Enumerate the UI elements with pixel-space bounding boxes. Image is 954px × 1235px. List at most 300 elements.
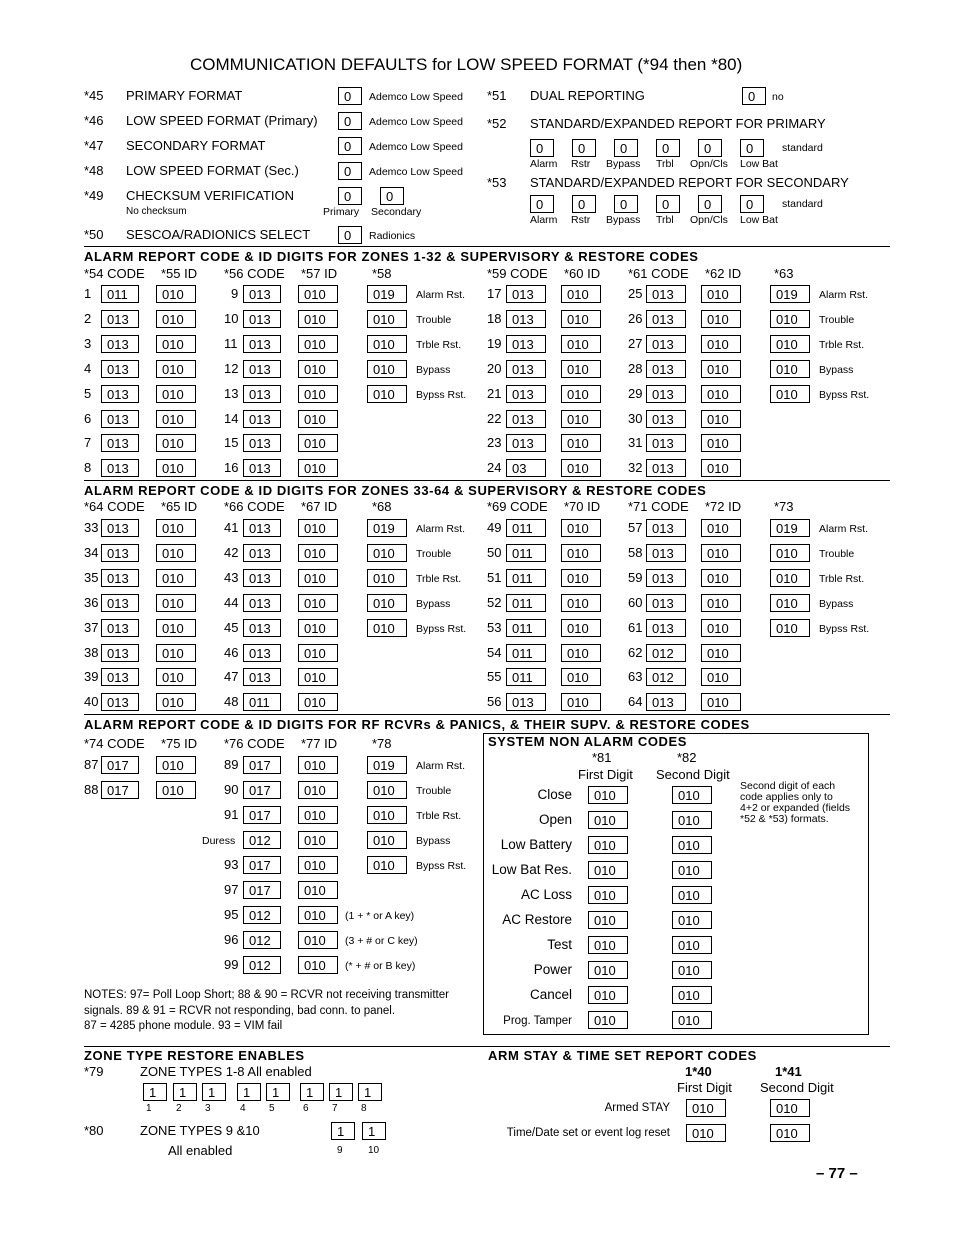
id-field[interactable]: 010 [701, 519, 741, 537]
supervisory-field[interactable]: 010 [367, 569, 407, 587]
first-digit-field[interactable]: 010 [588, 836, 628, 854]
code-field[interactable]: 013 [243, 569, 281, 587]
id-field[interactable]: 010 [561, 569, 601, 587]
supervisory-field[interactable]: 010 [367, 360, 407, 378]
id-field[interactable]: 010 [298, 693, 338, 711]
id-field[interactable]: 010 [561, 619, 601, 637]
code-field[interactable]: 013 [101, 434, 139, 452]
code-field[interactable]: 013 [243, 335, 281, 353]
value-field[interactable]: 1 [237, 1083, 261, 1101]
code-field[interactable]: 013 [646, 693, 686, 711]
id-field[interactable]: 010 [156, 459, 196, 477]
field-number: *49 [84, 188, 104, 203]
code-field[interactable]: 013 [243, 385, 281, 403]
code-label: AC Loss [520, 887, 572, 902]
id-field[interactable]: 010 [701, 385, 741, 403]
value-field[interactable]: 0 [338, 226, 362, 244]
id-field[interactable]: 010 [156, 285, 196, 303]
supervisory-field[interactable]: 010 [770, 335, 810, 353]
second-digit-field[interactable]: 010 [770, 1099, 810, 1117]
zone-number: 37 [84, 619, 99, 635]
zone-number: 62 [628, 644, 643, 660]
id-field[interactable]: 010 [561, 459, 601, 477]
code-field[interactable]: 013 [646, 434, 686, 452]
value-field[interactable]: 0 [698, 139, 722, 157]
code-field[interactable]: 013 [243, 594, 281, 612]
id-field[interactable]: 010 [298, 856, 338, 874]
id-field[interactable]: 010 [701, 619, 741, 637]
id-field[interactable]: 010 [298, 619, 338, 637]
supervisory-field[interactable]: 010 [367, 781, 407, 799]
zone-number: 41 [224, 520, 239, 535]
second-digit-field[interactable]: 010 [672, 936, 712, 954]
code-field[interactable]: 013 [506, 285, 546, 303]
first-digit-field[interactable]: 010 [686, 1124, 726, 1142]
second-digit-field[interactable]: 010 [672, 861, 712, 879]
zone-number: 26 [628, 310, 643, 326]
supervisory-label: Bypass [819, 363, 854, 376]
id-field[interactable]: 010 [298, 644, 338, 662]
code-field[interactable]: 013 [243, 619, 281, 637]
id-field[interactable]: 010 [298, 335, 338, 353]
id-field[interactable]: 010 [701, 544, 741, 562]
id-field[interactable]: 010 [561, 693, 601, 711]
value-field[interactable]: 1 [173, 1083, 197, 1101]
code-field[interactable]: 013 [646, 410, 686, 428]
zone-number: 36 [84, 594, 99, 610]
sys-note: 4+2 or expanded (fields [740, 802, 851, 814]
supervisory-field[interactable]: 010 [770, 569, 810, 587]
id-field[interactable]: 010 [156, 544, 196, 562]
value-field[interactable]: 0 [338, 87, 362, 105]
value-field[interactable]: 1 [266, 1083, 290, 1101]
supervisory-field[interactable]: 010 [367, 385, 407, 403]
value-field[interactable]: 1 [358, 1083, 382, 1101]
second-digit-field[interactable]: 010 [672, 911, 712, 929]
supervisory-field[interactable]: 019 [367, 285, 407, 303]
field-number: *53 [487, 175, 507, 190]
value-field[interactable]: 0 [698, 195, 722, 213]
supervisory-label: Trble Rst. [416, 572, 462, 585]
second-digit-field[interactable]: 010 [672, 836, 712, 854]
first-digit-field[interactable]: 010 [588, 936, 628, 954]
supervisory-label: Trble Rst. [819, 572, 865, 585]
code-field[interactable]: 013 [646, 285, 686, 303]
code-field[interactable]: 011 [506, 619, 546, 637]
code-field[interactable]: 013 [646, 594, 686, 612]
box-caption: 5 [269, 1103, 275, 1114]
id-field[interactable]: 010 [156, 569, 196, 587]
id-field[interactable]: 010 [298, 956, 338, 974]
id-field[interactable]: 010 [298, 459, 338, 477]
zone-number: 33 [84, 520, 99, 535]
code-field[interactable]: 017 [243, 881, 281, 899]
value-field[interactable]: 1 [202, 1083, 226, 1101]
code-field[interactable]: 012 [646, 668, 686, 686]
code-field[interactable]: 013 [101, 310, 139, 328]
field-label: CHECKSUM VERIFICATION [126, 188, 295, 203]
box-caption: 7 [332, 1103, 338, 1114]
code-field[interactable]: 013 [243, 285, 281, 303]
code-field[interactable]: 012 [243, 931, 281, 949]
value-field[interactable]: 0 [742, 87, 766, 105]
code-field[interactable]: 013 [101, 385, 139, 403]
value-field[interactable]: 0 [740, 139, 764, 157]
id-field[interactable]: 010 [298, 906, 338, 924]
code-field[interactable]: 013 [243, 644, 281, 662]
section-heading: ALARM REPORT CODE & ID DIGITS FOR RF RCVRs & PANICS, & THEIR SUPV. & RESTORE CODES [84, 717, 750, 732]
column-header: Second Digit [760, 1080, 834, 1095]
code-field[interactable]: 013 [646, 619, 686, 637]
box-caption: Secondary [371, 206, 422, 218]
zone-number: 99 [224, 957, 239, 972]
box-caption: 8 [361, 1103, 367, 1114]
code-field[interactable]: 013 [646, 459, 686, 477]
code-field[interactable]: 011 [506, 569, 546, 587]
code-field[interactable]: 013 [243, 310, 281, 328]
id-field[interactable]: 010 [156, 644, 196, 662]
zone-number: 9 [231, 286, 239, 301]
code-field[interactable]: 013 [101, 594, 139, 612]
field-number: *52 [487, 116, 507, 131]
first-digit-field[interactable]: 010 [588, 861, 628, 879]
supervisory-label: Alarm Rst. [416, 523, 466, 535]
code-field[interactable]: 013 [646, 360, 686, 378]
supervisory-label: Alarm Rst. [819, 289, 869, 301]
box-caption: 3 [205, 1103, 211, 1114]
supervisory-field[interactable]: 010 [770, 544, 810, 562]
code-field[interactable]: 013 [506, 310, 546, 328]
supervisory-field[interactable]: 019 [770, 519, 810, 537]
field-label: SECONDARY FORMAT [126, 138, 266, 153]
id-field[interactable]: 010 [298, 385, 338, 403]
id-field[interactable]: 010 [701, 693, 741, 711]
id-field[interactable]: 010 [156, 310, 196, 328]
zone-number: 90 [224, 782, 239, 797]
code-field[interactable]: 013 [243, 434, 281, 452]
id-field[interactable]: 010 [298, 806, 338, 824]
supervisory-field[interactable]: 010 [770, 385, 810, 403]
second-digit-field[interactable]: 010 [672, 986, 712, 1004]
code-field[interactable]: 017 [101, 756, 139, 774]
zone-number: 24 [487, 460, 502, 476]
box-caption: Alarm [530, 214, 558, 226]
id-field[interactable]: 010 [298, 831, 338, 849]
field-note: Ademco Low Speed [369, 141, 463, 153]
value-field[interactable]: 0 [380, 187, 404, 205]
column-header: *75 ID [161, 736, 198, 751]
field-label: ZONE TYPES 9 &10 [140, 1123, 260, 1138]
supervisory-field[interactable]: 010 [367, 544, 407, 562]
first-digit-field[interactable]: 010 [588, 911, 628, 929]
id-field[interactable]: 010 [561, 594, 601, 612]
supervisory-field[interactable]: 010 [770, 360, 810, 378]
id-field[interactable]: 010 [561, 644, 601, 662]
id-field[interactable]: 010 [561, 544, 601, 562]
code-field[interactable]: 013 [506, 335, 546, 353]
code-field[interactable]: 013 [243, 459, 281, 477]
code-field[interactable]: 011 [243, 693, 281, 711]
supervisory-field[interactable]: 010 [367, 594, 407, 612]
code-field[interactable]: 011 [506, 644, 546, 662]
code-field[interactable]: 011 [506, 544, 546, 562]
code-label: AC Restore [502, 912, 572, 927]
value-field[interactable]: 1 [300, 1083, 324, 1101]
supervisory-field[interactable]: 010 [367, 856, 407, 874]
first-digit-field[interactable]: 010 [588, 811, 628, 829]
code-field[interactable]: 012 [646, 644, 686, 662]
code-field[interactable]: 012 [243, 831, 281, 849]
column-header: *69 CODE [487, 499, 548, 514]
code-field[interactable]: 013 [243, 410, 281, 428]
code-field[interactable]: 011 [506, 594, 546, 612]
id-field[interactable]: 010 [561, 310, 601, 328]
code-field[interactable]: 013 [101, 335, 139, 353]
first-digit-field[interactable]: 010 [588, 961, 628, 979]
code-field[interactable]: 013 [101, 360, 139, 378]
box-caption: 2 [176, 1103, 182, 1114]
supervisory-field[interactable]: 019 [770, 285, 810, 303]
id-field[interactable]: 010 [701, 310, 741, 328]
code-field[interactable]: 013 [101, 619, 139, 637]
zone-number: 22 [487, 410, 502, 426]
id-field[interactable]: 010 [156, 519, 196, 537]
id-field[interactable]: 010 [156, 781, 196, 799]
code-field[interactable]: 017 [243, 856, 281, 874]
box-caption: Opn/Cls [690, 158, 728, 170]
value-field[interactable]: 0 [338, 137, 362, 155]
value-field[interactable]: 0 [338, 187, 362, 205]
second-digit-field[interactable]: 010 [672, 886, 712, 904]
supervisory-label: Trouble [819, 547, 855, 560]
second-digit-field[interactable]: 010 [672, 961, 712, 979]
id-field[interactable]: 010 [701, 285, 741, 303]
id-field[interactable]: 010 [298, 410, 338, 428]
zone-number: 88 [84, 782, 99, 797]
value-field[interactable]: 0 [656, 195, 680, 213]
id-field[interactable]: 010 [298, 594, 338, 612]
zone-number: 59 [628, 569, 643, 585]
id-field[interactable]: 010 [701, 668, 741, 686]
column-header: *59 CODE [487, 266, 548, 281]
zone-number: 35 [84, 569, 99, 585]
first-digit-field[interactable]: 010 [588, 886, 628, 904]
id-field[interactable]: 010 [701, 434, 741, 452]
zone-number: 97 [224, 882, 239, 897]
notes-text: 87 = 4285 phone module. 93 = VIM fail [84, 1020, 283, 1032]
id-field[interactable]: 010 [561, 360, 601, 378]
code-field[interactable]: 013 [506, 410, 546, 428]
value-field[interactable]: 0 [740, 195, 764, 213]
divider-line [84, 480, 890, 481]
code-field[interactable]: 013 [101, 544, 139, 562]
code-field[interactable]: 013 [646, 310, 686, 328]
code-field[interactable]: 017 [101, 781, 139, 799]
value-field[interactable]: 0 [572, 139, 596, 157]
notes-text: NOTES: 97= Poll Loop Short; 88 & 90 = RCVR not receiving transmitter [84, 989, 449, 1001]
value-field[interactable]: 1 [331, 1122, 355, 1140]
code-field[interactable]: 017 [243, 756, 281, 774]
id-field[interactable]: 010 [156, 668, 196, 686]
code-label: Power [533, 962, 572, 977]
id-field[interactable]: 010 [156, 594, 196, 612]
value-field[interactable]: 0 [530, 195, 554, 213]
first-digit-field[interactable]: 010 [588, 786, 628, 804]
code-field[interactable]: 03 [506, 459, 546, 477]
code-field[interactable]: 011 [506, 668, 546, 686]
supervisory-label: Bypass [416, 597, 451, 610]
code-field[interactable]: 013 [646, 335, 686, 353]
id-field[interactable]: 010 [156, 756, 196, 774]
supervisory-field[interactable]: 019 [367, 519, 407, 537]
id-field[interactable]: 010 [701, 459, 741, 477]
supervisory-field[interactable]: 010 [367, 806, 407, 824]
supervisory-label: Trouble [416, 547, 452, 560]
id-field[interactable]: 010 [701, 360, 741, 378]
zone-number: 5 [84, 385, 92, 401]
supervisory-field[interactable]: 010 [770, 619, 810, 637]
second-digit-field[interactable]: 010 [672, 811, 712, 829]
id-field[interactable]: 010 [561, 410, 601, 428]
code-field[interactable]: 012 [243, 956, 281, 974]
box-caption: Trbl [656, 158, 674, 170]
id-field[interactable]: 010 [298, 756, 338, 774]
id-field[interactable]: 010 [701, 594, 741, 612]
id-field[interactable]: 010 [701, 569, 741, 587]
id-field[interactable]: 010 [701, 644, 741, 662]
id-field[interactable]: 010 [561, 335, 601, 353]
zone-number: 18 [487, 310, 502, 326]
supervisory-field[interactable]: 010 [770, 594, 810, 612]
code-field[interactable]: 013 [101, 519, 139, 537]
field-note: Ademco Low Speed [369, 116, 463, 128]
id-field[interactable]: 010 [298, 360, 338, 378]
id-field[interactable]: 010 [561, 519, 601, 537]
column-header: Second Digit [656, 767, 730, 782]
supervisory-field[interactable]: 010 [367, 335, 407, 353]
id-field[interactable]: 010 [701, 410, 741, 428]
code-field[interactable]: 017 [243, 781, 281, 799]
value-field[interactable]: 0 [614, 195, 638, 213]
id-field[interactable]: 010 [298, 310, 338, 328]
box-caption: Primary [323, 206, 360, 218]
zone-number: 54 [487, 644, 502, 660]
code-field[interactable]: 011 [101, 285, 139, 303]
value-field[interactable]: 0 [338, 162, 362, 180]
id-field[interactable]: 010 [156, 360, 196, 378]
id-field[interactable]: 010 [561, 668, 601, 686]
code-field[interactable]: 013 [101, 693, 139, 711]
value-field[interactable]: 0 [614, 139, 638, 157]
id-field[interactable]: 010 [298, 881, 338, 899]
value-field[interactable]: 0 [338, 112, 362, 130]
zone-number: 44 [224, 594, 239, 610]
field-note: Ademco Low Speed [369, 91, 463, 103]
id-field[interactable]: 010 [561, 385, 601, 403]
second-digit-field[interactable]: 010 [770, 1124, 810, 1142]
zone-number: 43 [224, 569, 239, 585]
id-field[interactable]: 010 [298, 285, 338, 303]
code-field[interactable]: 013 [101, 459, 139, 477]
code-field[interactable]: 013 [101, 668, 139, 686]
value-field[interactable]: 1 [329, 1083, 353, 1101]
id-field[interactable]: 010 [701, 335, 741, 353]
id-field[interactable]: 010 [298, 434, 338, 452]
value-field[interactable]: 0 [530, 139, 554, 157]
value-field[interactable]: 0 [572, 195, 596, 213]
value-field[interactable]: 1 [143, 1083, 167, 1101]
id-field[interactable]: 010 [156, 434, 196, 452]
code-field[interactable]: 013 [506, 360, 546, 378]
id-field[interactable]: 010 [561, 434, 601, 452]
zone-number: 57 [628, 520, 643, 535]
code-field[interactable]: 013 [101, 410, 139, 428]
code-field[interactable]: 013 [243, 360, 281, 378]
second-digit-field[interactable]: 010 [672, 1011, 712, 1029]
value-field[interactable]: 1 [362, 1122, 386, 1140]
code-field[interactable]: 013 [646, 519, 686, 537]
id-field[interactable]: 010 [156, 619, 196, 637]
id-field[interactable]: 010 [156, 410, 196, 428]
id-field[interactable]: 010 [298, 544, 338, 562]
id-field[interactable]: 010 [561, 285, 601, 303]
first-digit-field[interactable]: 010 [686, 1099, 726, 1117]
id-field[interactable]: 010 [298, 668, 338, 686]
supervisory-field[interactable]: 010 [367, 310, 407, 328]
code-field[interactable]: 017 [243, 806, 281, 824]
id-field[interactable]: 010 [298, 569, 338, 587]
zone-number: 58 [628, 544, 643, 560]
supervisory-field[interactable]: 019 [367, 756, 407, 774]
code-field[interactable]: 013 [243, 544, 281, 562]
id-field[interactable]: 010 [298, 781, 338, 799]
field-number: *50 [84, 227, 104, 242]
id-field[interactable]: 010 [156, 335, 196, 353]
key-note: (1 + * or A key) [345, 910, 415, 922]
id-field[interactable]: 010 [156, 693, 196, 711]
code-field[interactable]: 012 [243, 906, 281, 924]
code-field[interactable]: 013 [646, 385, 686, 403]
first-digit-field[interactable]: 010 [588, 986, 628, 1004]
supervisory-label: Bypass [416, 363, 451, 376]
code-field[interactable]: 013 [506, 434, 546, 452]
id-field[interactable]: 010 [156, 385, 196, 403]
value-field[interactable]: 0 [656, 139, 680, 157]
section-heading: ALARM REPORT CODE & ID DIGITS FOR ZONES 33-64 & SUPERVISORY & RESTORE CODES [84, 483, 707, 498]
code-field[interactable]: 013 [646, 544, 686, 562]
code-field[interactable]: 013 [506, 693, 546, 711]
supervisory-field[interactable]: 010 [367, 831, 407, 849]
zone-number: 32 [628, 460, 643, 476]
code-field[interactable]: 013 [646, 569, 686, 587]
supervisory-field[interactable]: 010 [770, 310, 810, 328]
code-field[interactable]: 013 [101, 644, 139, 662]
code-field[interactable]: 013 [243, 519, 281, 537]
code-field[interactable]: 011 [506, 519, 546, 537]
first-digit-field[interactable]: 010 [588, 1011, 628, 1029]
page-number: – 77 – [816, 1165, 858, 1182]
code-field[interactable]: 013 [243, 668, 281, 686]
id-field[interactable]: 010 [298, 519, 338, 537]
code-field[interactable]: 013 [506, 385, 546, 403]
supervisory-field[interactable]: 010 [367, 619, 407, 637]
second-digit-field[interactable]: 010 [672, 786, 712, 804]
code-field[interactable]: 013 [101, 569, 139, 587]
id-field[interactable]: 010 [298, 931, 338, 949]
zone-number: 87 [84, 757, 99, 772]
column-header: *77 ID [301, 736, 338, 751]
column-header: *78 [372, 736, 392, 751]
